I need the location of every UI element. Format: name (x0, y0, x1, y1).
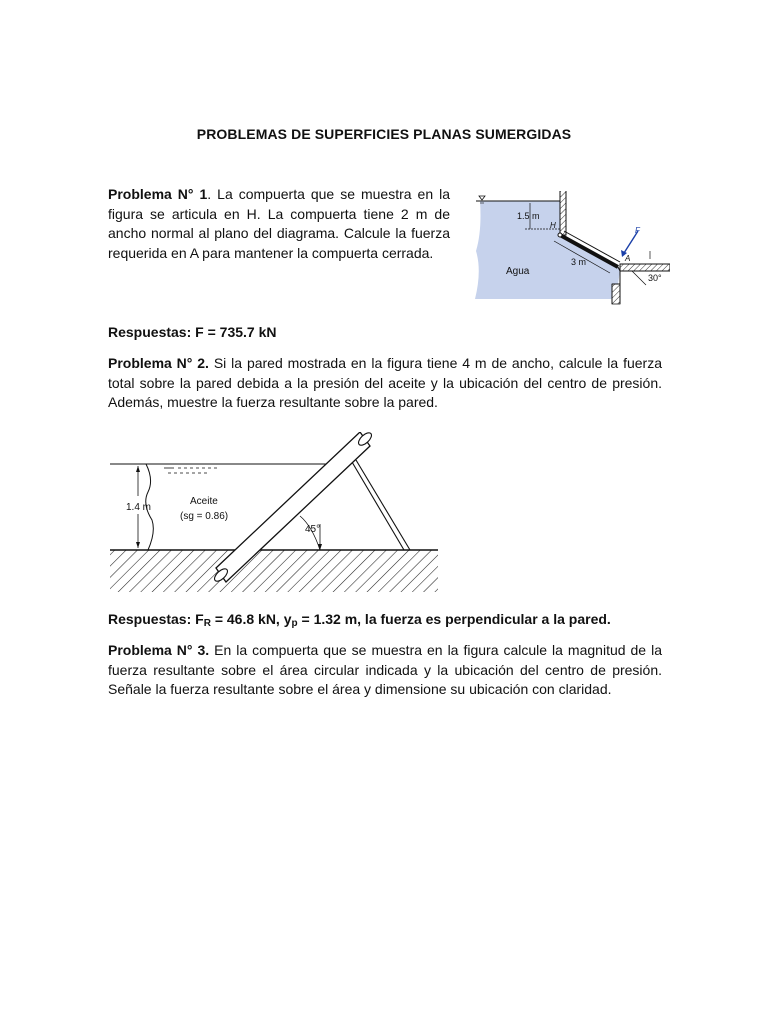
problem-3-label: Problema N° 3. (108, 642, 210, 658)
left-wall (560, 191, 566, 235)
force-label: F (635, 226, 640, 235)
problem-1-answer: Respuestas: F = 735.7 kN (108, 324, 277, 340)
support-strut (352, 462, 404, 550)
problem-2-figure (108, 432, 438, 592)
page-title: PROBLEMAS DE SUPERFICIES PLANAS SUMERGIDAS (196, 126, 572, 142)
problem-3-text (108, 641, 662, 700)
problem-1-body: . La compuerta que se muestra en la figura se articula en H. La compuerta tiene 2 m de ancho normal al plano del diagrama. Calcule la fuerza requerida en A para mantener la compuerta cerrada. (108, 186, 450, 261)
problem-3-body: En la compuerta que se muestra en la figura calcule la magnitud de la fuerza resultante sobre el área circular indicada y la ubicación del centro de presión. Señale la fuerza resultante sobre el área y dimensione su ubicación con claridad. (108, 642, 662, 697)
gate-length-label: 3 m (571, 257, 587, 267)
point-a-label: A (625, 254, 631, 263)
problem-1-figure (470, 191, 670, 305)
depth-label: 1.4 m (126, 502, 152, 513)
fluid-label: Aceite (190, 496, 218, 507)
problem-2-body: Si la pared mostrada en la figura tiene 4 m de ancho, calcule la fuerza total sobre la pared debida a la presión del aceite y la ubicación del centro de presión. Además, muestre la fuerza resultante sobre la pared. (108, 355, 662, 410)
problem-1-text (108, 185, 450, 263)
problem-2-text (108, 354, 662, 413)
ground (110, 550, 438, 592)
problem-2-label: Problema N° 2. (108, 355, 209, 371)
angle-label: 30° (648, 273, 662, 283)
problem-1-label: Problema N° 1 (108, 186, 208, 202)
problem-2-answer: Respuestas: $F_R = 46.8$ kN, $y_p = 1.32$ m, la fuerza es perpendicular a la pared. (108, 611, 611, 629)
hinge-h (558, 233, 562, 237)
sg-label: (sg = 0.86) (180, 511, 229, 522)
hinge-label: H (550, 221, 556, 230)
angle-label: 45° (305, 524, 321, 535)
surface-symbol-icon (479, 196, 485, 200)
depth-label: 1.5 m (517, 211, 540, 221)
fluid-label: Agua (506, 266, 530, 277)
